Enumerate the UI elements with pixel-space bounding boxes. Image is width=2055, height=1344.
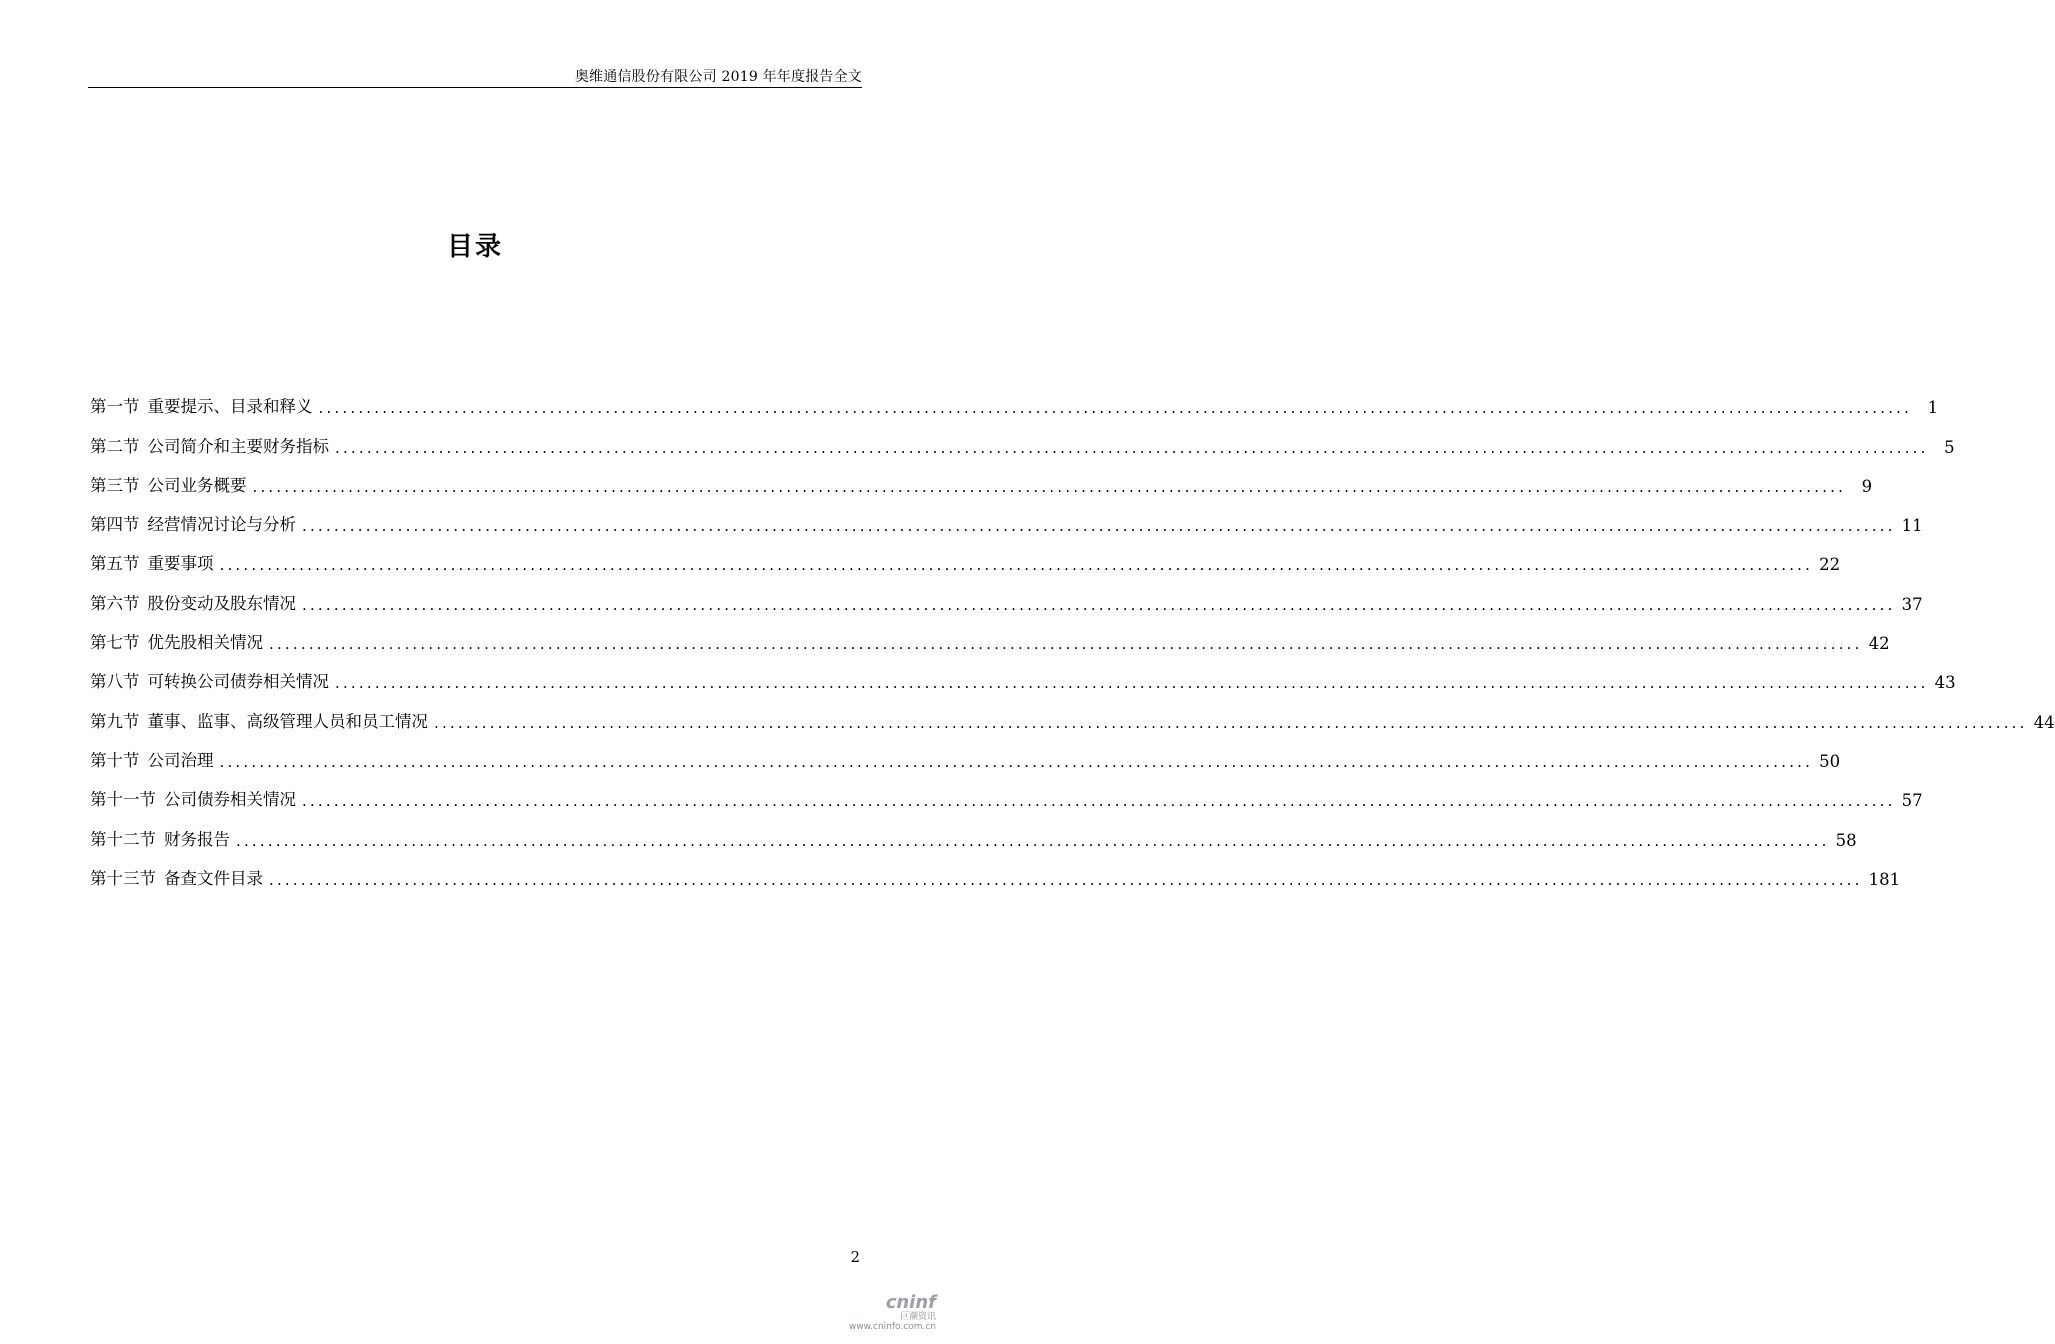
toc-section-number: 第九节 bbox=[90, 711, 140, 731]
toc-item[interactable] bbox=[90, 771, 1923, 811]
toc-item[interactable] bbox=[90, 535, 1841, 575]
toc-page-number: 181 bbox=[1868, 869, 1901, 889]
toc-leader-dots: ........................................................................................................................................................................................................ bbox=[335, 674, 1929, 693]
toc-item[interactable] bbox=[90, 378, 1939, 418]
toc-section-title: 公司简介和主要财务指标 bbox=[147, 436, 329, 456]
toc-item[interactable] bbox=[90, 810, 1857, 850]
toc-leader-dots: ........................................................................................................................................................................................................ bbox=[302, 595, 1896, 614]
toc-page-number: 9 bbox=[1861, 476, 1873, 496]
toc-item-label bbox=[90, 393, 313, 417]
toc-section-title: 重要提示、目录和释义 bbox=[147, 397, 313, 417]
toc-section-number: 第十三节 bbox=[90, 868, 156, 888]
toc-item[interactable] bbox=[90, 692, 2055, 732]
toc-page-number: 43 bbox=[1934, 673, 1956, 693]
toc-leader-dots: ........................................................................................................................................................................................................ bbox=[269, 870, 1863, 889]
toc-leader-dots: ........................................................................................................................................................................................................ bbox=[318, 399, 1913, 418]
toc-title: 目录 bbox=[446, 232, 503, 262]
toc-page-number: 5 bbox=[1944, 437, 1955, 457]
toc-leader-dots: ........................................................................................................................................................................................................ bbox=[219, 752, 1814, 771]
toc-section-number: 第二节 bbox=[90, 436, 140, 456]
toc-item[interactable] bbox=[90, 850, 1901, 889]
report-header: 奥维通信股份有限公司 2019 年年度报告全文 bbox=[574, 69, 862, 85]
toc-list bbox=[90, 378, 2055, 889]
toc-item-label bbox=[90, 590, 296, 614]
toc-section-title: 可转换公司债券相关情况 bbox=[147, 672, 329, 692]
toc-leader-dots: ........................................................................................................................................................................................................ bbox=[236, 831, 1830, 850]
toc-leader-dots: ........................................................................................................................................................................................................ bbox=[269, 635, 1863, 654]
toc-section-title: 备查文件目录 bbox=[164, 868, 263, 888]
toc-section-title: 公司业务概要 bbox=[147, 475, 247, 495]
toc-item-label bbox=[90, 708, 428, 732]
toc-section-title: 重要事项 bbox=[147, 554, 214, 574]
toc-leader-dots: ........................................................................................................................................................................................................ bbox=[252, 477, 1847, 496]
toc-section-number: 第六节 bbox=[90, 593, 140, 613]
toc-item[interactable] bbox=[90, 417, 1955, 457]
toc-item-label bbox=[90, 826, 230, 850]
toc-section-title: 董事、监事、高级管理人员和员工情况 bbox=[147, 711, 428, 731]
toc-page-number: 44 bbox=[2033, 712, 2055, 732]
toc-item-label bbox=[90, 550, 214, 574]
toc-page-number: 58 bbox=[1835, 830, 1857, 850]
cninfo-watermark bbox=[846, 1294, 936, 1332]
toc-section-number: 第十节 bbox=[90, 750, 140, 770]
toc-section-number: 第十二节 bbox=[90, 829, 156, 849]
toc-page-number: 11 bbox=[1901, 516, 1923, 536]
toc-section-title: 财务报告 bbox=[164, 829, 230, 849]
watermark-logo: cninf bbox=[885, 1292, 936, 1313]
toc-section-number: 第八节 bbox=[90, 672, 140, 692]
toc-page-number: 57 bbox=[1901, 791, 1923, 811]
toc-section-number: 第十一节 bbox=[90, 790, 156, 810]
page-number: 2 bbox=[850, 1248, 860, 1266]
toc-section-number: 第一节 bbox=[90, 397, 140, 417]
toc-leader-dots: ........................................................................................................................................................................................................ bbox=[219, 556, 1814, 575]
toc-section-title: 公司治理 bbox=[147, 750, 214, 770]
toc-leader-dots: ........................................................................................................................................................................................................ bbox=[302, 792, 1896, 811]
toc-page-number: 22 bbox=[1819, 555, 1841, 575]
toc-item[interactable] bbox=[90, 614, 1890, 654]
watermark-url: www.cninfo.com.cn bbox=[848, 1322, 936, 1332]
toc-item-label bbox=[90, 865, 263, 889]
toc-section-number: 第五节 bbox=[90, 554, 140, 574]
toc-page-number: 37 bbox=[1901, 594, 1923, 614]
toc-item[interactable] bbox=[90, 574, 1923, 614]
toc-section-number: 第三节 bbox=[90, 475, 140, 495]
header-divider bbox=[88, 87, 862, 88]
toc-item-label bbox=[90, 629, 263, 653]
toc-page-number: 42 bbox=[1868, 634, 1890, 654]
toc-page-number: 1 bbox=[1927, 398, 1939, 418]
toc-section-number: 第四节 bbox=[90, 515, 140, 535]
toc-leader-dots: ........................................................................................................................................................................................................ bbox=[335, 438, 1929, 457]
toc-item-label bbox=[90, 472, 247, 496]
toc-item[interactable] bbox=[90, 496, 1923, 536]
toc-section-number: 第七节 bbox=[90, 633, 140, 653]
toc-item[interactable] bbox=[90, 457, 1873, 496]
toc-item-label bbox=[90, 668, 329, 692]
toc-section-title: 公司债券相关情况 bbox=[164, 790, 296, 810]
toc-page-number: 50 bbox=[1819, 751, 1841, 771]
toc-item[interactable] bbox=[90, 653, 1956, 693]
toc-item-label bbox=[90, 433, 329, 457]
toc-item-label bbox=[90, 747, 214, 771]
watermark-subtitle: 巨潮资讯 bbox=[899, 1312, 936, 1322]
toc-section-title: 优先股相关情况 bbox=[147, 633, 263, 653]
toc-item[interactable] bbox=[90, 732, 1841, 771]
toc-leader-dots: ........................................................................................................................................................................................................ bbox=[434, 713, 2028, 732]
toc-item-label bbox=[90, 786, 296, 810]
toc-section-title: 股份变动及股东情况 bbox=[147, 593, 296, 613]
toc-section-title: 经营情况讨论与分析 bbox=[147, 515, 296, 535]
toc-item-label bbox=[90, 511, 296, 535]
toc-leader-dots: ........................................................................................................................................................................................................ bbox=[302, 517, 1896, 536]
